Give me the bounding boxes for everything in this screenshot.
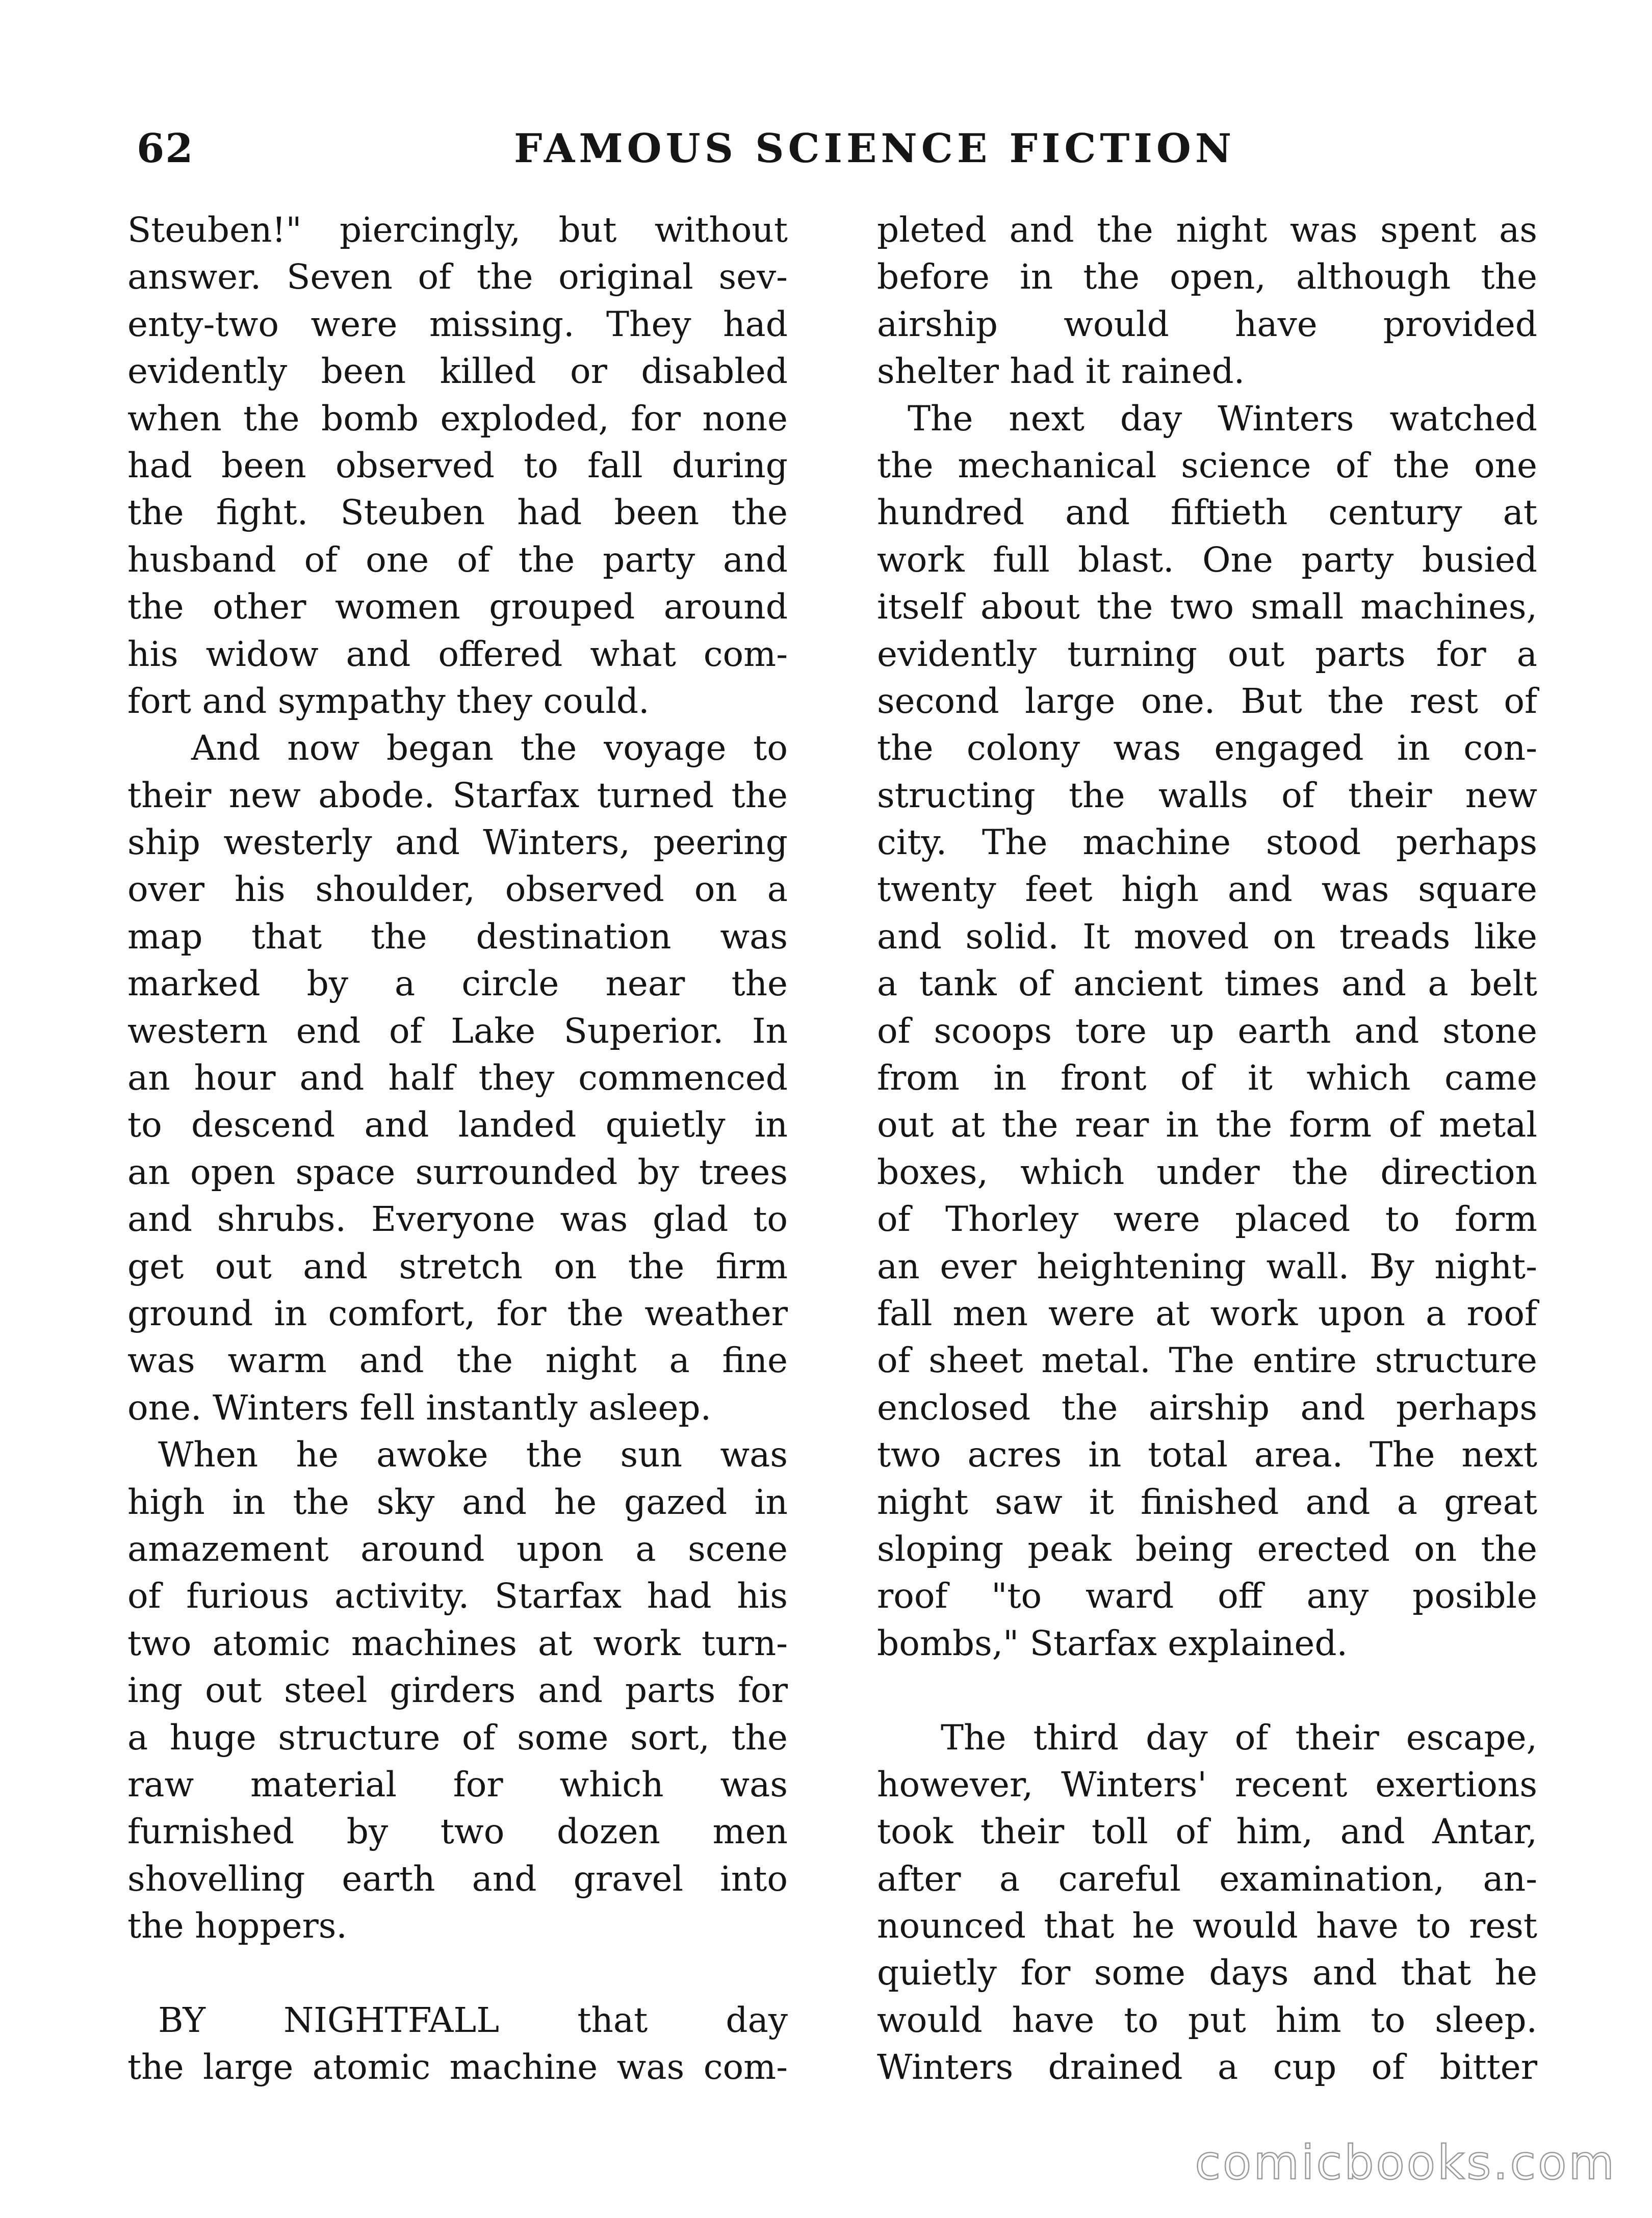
text-line: after a careful examination, an- [877, 1858, 1537, 1899]
paragraph-gap [877, 1667, 1537, 1714]
text-line: Winters drained a cup of bitter [877, 2047, 1537, 2087]
text-line: over his shoulder, observed on a [127, 869, 788, 910]
text-line: of Thorley were placed to form [877, 1199, 1537, 1240]
text-line: husband of one of the party and [127, 539, 788, 580]
text-line: two atomic machines at work turn- [127, 1622, 788, 1663]
text-line: The next day Winters watched [908, 398, 1537, 439]
text-line: marked by a circle near the [127, 963, 788, 1004]
text-line: map that the destination was [127, 916, 788, 957]
text-line: raw material for which was [127, 1764, 788, 1804]
text-line: sloping peak being erected on the [877, 1528, 1537, 1569]
text-line: western end of Lake Superior. In [127, 1010, 788, 1051]
text-line: of furious activity. Starfax had his [127, 1576, 788, 1616]
page-header [137, 125, 1524, 182]
text-line: BY NIGHTFALL that day [158, 1999, 788, 2040]
text-line: the hoppers. [127, 1905, 347, 1946]
text-line: When he awoke the sun was [158, 1434, 788, 1475]
text-line: when the bomb exploded, for none [127, 398, 788, 439]
text-line: the mechanical science of the one [877, 445, 1537, 485]
text-line: airship would have provided [877, 303, 1537, 344]
text-line: their new abode. Starfax turned the [127, 775, 788, 815]
text-line: before in the open, although the [877, 256, 1537, 297]
text-line: roof "to ward off any posible [877, 1576, 1537, 1616]
text-line: get out and stretch on the firm [127, 1246, 788, 1286]
text-line: nounced that he would have to rest [877, 1905, 1537, 1946]
text-line: night saw it finished and a great [877, 1481, 1537, 1522]
text-line: of scoops tore up earth and stone [877, 1010, 1537, 1051]
text-line: ing out steel girders and parts for [127, 1670, 788, 1711]
text-line: bombs," Starfax explained. [877, 1622, 1348, 1663]
text-line: from in front of it which came [877, 1058, 1537, 1098]
text-line: took their toll of him, and Antar, [877, 1811, 1537, 1852]
text-line: and solid. It moved on treads like [877, 916, 1537, 957]
text-line: an ever heightening wall. By night- [877, 1246, 1537, 1286]
text-line: fall men were at work upon a roof [877, 1293, 1537, 1333]
text-line: evidently been killed or disabled [127, 351, 788, 392]
text-line: and shrubs. Everyone was glad to [127, 1199, 788, 1240]
text-line: of sheet metal. The entire structure [877, 1340, 1537, 1381]
right-text-column [877, 207, 1537, 2091]
text-line: an open space surrounded by trees [127, 1151, 788, 1192]
text-line: enty-two were missing. They had [127, 303, 788, 344]
text-line: And now began the voyage to [191, 728, 788, 768]
text-line: answer. Seven of the original sev- [127, 256, 788, 297]
paragraph-gap [127, 1949, 788, 1996]
text-line: a huge structure of some sort, the [127, 1717, 788, 1758]
text-line: the other women grouped around [127, 586, 788, 627]
text-line: a tank of ancient times and a belt [877, 963, 1537, 1004]
text-line: second large one. But the rest of [877, 680, 1537, 721]
text-line: to descend and landed quietly in [127, 1104, 788, 1145]
text-line: the large atomic machine was com- [127, 2047, 788, 2087]
text-line: amazement around upon a scene [127, 1528, 788, 1569]
text-line: evidently turning out parts for a [877, 633, 1537, 674]
text-line: furnished by two dozen men [127, 1811, 788, 1852]
text-line: the colony was engaged in con- [877, 728, 1537, 768]
text-line: structing the walls of their new [877, 775, 1537, 815]
watermark: comicbooks.com [1195, 2135, 1616, 2190]
text-line: fort and sympathy they could. [127, 680, 650, 721]
text-line: ship westerly and Winters, peering [127, 822, 788, 863]
running-title: FAMOUS SCIENCE FICTION [514, 125, 1236, 172]
text-line: boxes, which under the direction [877, 1151, 1537, 1192]
text-line: out at the rear in the form of metal [877, 1104, 1537, 1145]
text-line: two acres in total area. The next [877, 1434, 1537, 1475]
text-line: had been observed to fall during [127, 445, 788, 485]
text-line: The third day of their escape, [941, 1717, 1537, 1758]
page-number: 62 [137, 125, 194, 172]
text-line: ground in comfort, for the weather [127, 1293, 788, 1333]
text-line: was warm and the night a fine [127, 1340, 788, 1381]
text-line: twenty feet high and was square [877, 869, 1537, 910]
text-line: an hour and half they commenced [127, 1058, 788, 1098]
left-text-column [127, 207, 788, 2091]
text-line: would have to put him to sleep. [877, 1999, 1537, 2040]
text-line: work full blast. One party busied [877, 539, 1537, 580]
text-line: high in the sky and he gazed in [127, 1481, 788, 1522]
text-line: the fight. Steuben had been the [127, 492, 788, 533]
text-line: enclosed the airship and perhaps [877, 1387, 1537, 1428]
text-line: city. The machine stood perhaps [877, 822, 1537, 863]
text-line: one. Winters fell instantly asleep. [127, 1387, 712, 1428]
text-line: hundred and fiftieth century at [877, 492, 1537, 533]
text-line: quietly for some days and that he [877, 1952, 1537, 1993]
text-line: however, Winters' recent exertions [877, 1764, 1537, 1804]
text-line: shelter had it rained. [877, 351, 1245, 392]
text-line: his widow and offered what com- [127, 633, 788, 674]
text-line: pleted and the night was spent as [877, 210, 1537, 250]
text-line: Steuben!" piercingly, but without [127, 210, 788, 250]
text-line: shovelling earth and gravel into [127, 1858, 788, 1899]
text-line: itself about the two small machines, [877, 586, 1537, 627]
